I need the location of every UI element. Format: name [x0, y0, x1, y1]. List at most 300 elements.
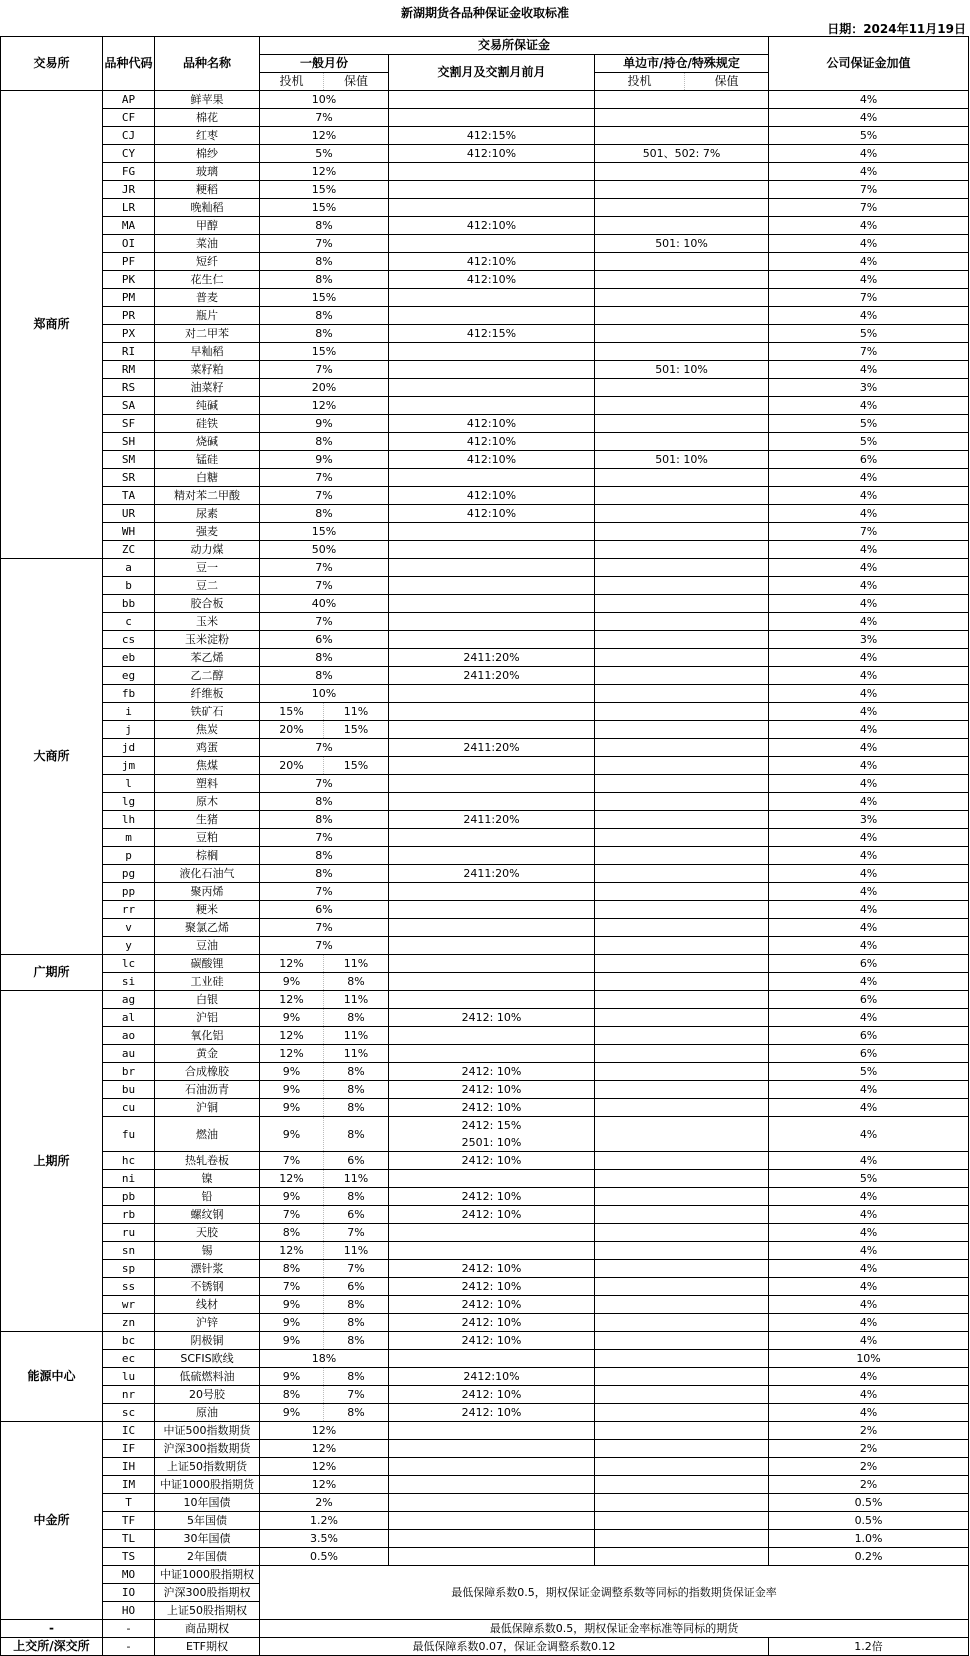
delivery-cell [389, 595, 595, 613]
code-cell: TL [103, 1530, 155, 1548]
code-cell: eb [103, 649, 155, 667]
name-cell: 乙二醇 [155, 667, 260, 685]
table-row [1, 1099, 969, 1117]
delivery-cell [389, 181, 595, 199]
company-add-cell: 5% [769, 415, 969, 433]
table-row [1, 1530, 969, 1548]
delivery-cell [389, 937, 595, 955]
special-cell [595, 181, 769, 199]
special-cell [595, 901, 769, 919]
special-cell [595, 703, 769, 721]
code-cell: IF [103, 1440, 155, 1458]
code-cell: i [103, 703, 155, 721]
code-cell: RS [103, 379, 155, 397]
special-cell [595, 1278, 769, 1296]
table-row [1, 1476, 969, 1494]
general-margin-cell: 7% [260, 361, 389, 379]
spec-margin-cell: 9% [260, 1296, 324, 1314]
general-margin-cell: 7% [260, 559, 389, 577]
special-cell [595, 1386, 769, 1404]
exchange-cell: 上交所/深交所 [1, 1638, 103, 1656]
special-cell [595, 1332, 769, 1350]
delivery-cell: 2412: 10% [389, 1081, 595, 1099]
company-add-cell: 7% [769, 523, 969, 541]
name-cell: 红枣 [155, 127, 260, 145]
table-row [1, 739, 969, 757]
company-add-cell: 4% [769, 649, 969, 667]
general-margin-cell: 8% [260, 811, 389, 829]
company-add-cell: 4% [769, 937, 969, 955]
hedge-margin-cell: 11% [324, 955, 389, 973]
cffex-options-note: 最低保障系数0.5，期权保证金调整系数等同标的指数期货保证金率 [260, 1566, 969, 1620]
name-cell: ETF期权 [155, 1638, 260, 1656]
header-delivery: 交割月及交割月前月 [389, 55, 595, 91]
hedge-margin-cell: 6% [324, 1152, 389, 1170]
hedge-margin-cell: 8% [324, 1368, 389, 1386]
header-spec: 投机 [260, 73, 324, 91]
delivery-cell: 2412: 10% [389, 1260, 595, 1278]
code-cell: SH [103, 433, 155, 451]
table-row [1, 1081, 969, 1099]
special-cell [595, 847, 769, 865]
table-row [1, 1260, 969, 1278]
special-cell [595, 1206, 769, 1224]
general-margin-cell: 12% [260, 1476, 389, 1494]
code-cell: PR [103, 307, 155, 325]
company-add-cell: 7% [769, 199, 969, 217]
company-add-cell: 4% [769, 253, 969, 271]
delivery-cell: 2412: 10% [389, 1314, 595, 1332]
spec-margin-cell: 12% [260, 1027, 324, 1045]
header-exchange-margin: 交易所保证金 [260, 37, 769, 55]
special-cell: 501: 10% [595, 451, 769, 469]
company-add-cell: 4% [769, 757, 969, 775]
code-cell: m [103, 829, 155, 847]
name-cell: 30年国债 [155, 1530, 260, 1548]
table-row [1, 325, 969, 343]
table-row [1, 343, 969, 361]
table-row [1, 1224, 969, 1242]
hedge-margin-cell: 11% [324, 703, 389, 721]
table-body [1, 91, 969, 1656]
name-cell: 铁矿石 [155, 703, 260, 721]
name-cell: 菜油 [155, 235, 260, 253]
table-row [1, 937, 969, 955]
code-cell: RI [103, 343, 155, 361]
code-cell: sc [103, 1404, 155, 1422]
company-add-cell: 4% [769, 469, 969, 487]
code-cell: UR [103, 505, 155, 523]
general-margin-cell: 15% [260, 523, 389, 541]
company-add-cell: 5% [769, 1170, 969, 1188]
name-cell: 铅 [155, 1188, 260, 1206]
table-row [1, 1332, 969, 1350]
company-add-cell: 6% [769, 1027, 969, 1045]
table-row [1, 973, 969, 991]
table-row [1, 847, 969, 865]
table-row [1, 217, 969, 235]
special-cell [595, 217, 769, 235]
code-cell: IH [103, 1458, 155, 1476]
company-add-cell: 4% [769, 577, 969, 595]
special-cell [595, 379, 769, 397]
table-row [1, 1548, 969, 1566]
delivery-cell [389, 559, 595, 577]
delivery-cell [389, 901, 595, 919]
company-add-cell: 4% [769, 271, 969, 289]
code-cell: MO [103, 1566, 155, 1584]
spec-margin-cell: 7% [260, 1278, 324, 1296]
special-cell [595, 397, 769, 415]
general-margin-cell: 12% [260, 1422, 389, 1440]
code-cell: T [103, 1494, 155, 1512]
table-row [1, 613, 969, 631]
general-margin-cell: 6% [260, 901, 389, 919]
general-margin-cell: 15% [260, 343, 389, 361]
general-margin-cell: 18% [260, 1350, 389, 1368]
special-cell [595, 1296, 769, 1314]
table-row [1, 1314, 969, 1332]
general-margin-cell: 12% [260, 1458, 389, 1476]
general-margin-cell: 9% [260, 451, 389, 469]
hedge-margin-cell: 8% [324, 1009, 389, 1027]
special-cell: 501、502: 7% [595, 145, 769, 163]
code-cell: PK [103, 271, 155, 289]
code-cell: PX [103, 325, 155, 343]
name-cell: 菜籽粕 [155, 361, 260, 379]
special-cell [595, 1242, 769, 1260]
delivery-cell [389, 289, 595, 307]
delivery-cell [389, 541, 595, 559]
special-cell [595, 595, 769, 613]
company-add-cell: 4% [769, 1404, 969, 1422]
special-cell [595, 937, 769, 955]
code-cell: ru [103, 1224, 155, 1242]
code-cell: ec [103, 1350, 155, 1368]
name-cell: 硅铁 [155, 415, 260, 433]
delivery-cell [389, 631, 595, 649]
special-cell [595, 775, 769, 793]
table-row [1, 811, 969, 829]
name-cell: 棕榈 [155, 847, 260, 865]
etf-options-note: 最低保障系数0.07，保证金调整系数0.12 [260, 1638, 769, 1656]
code-cell: wr [103, 1296, 155, 1314]
code-cell: b [103, 577, 155, 595]
special-cell [595, 1045, 769, 1063]
table-row [1, 1368, 969, 1386]
hedge-margin-cell: 8% [324, 1099, 389, 1117]
table-row [1, 829, 969, 847]
name-cell: 豆二 [155, 577, 260, 595]
spec-margin-cell: 9% [260, 1117, 324, 1152]
table-row [1, 127, 969, 145]
company-add-cell: 4% [769, 541, 969, 559]
company-add-cell: 4% [769, 739, 969, 757]
general-margin-cell: 7% [260, 109, 389, 127]
company-add-cell: 4% [769, 1224, 969, 1242]
table-row [1, 901, 969, 919]
company-add-cell: 1.2倍 [769, 1638, 969, 1656]
table-row [1, 1009, 969, 1027]
name-cell: 玉米 [155, 613, 260, 631]
name-cell: 花生仁 [155, 271, 260, 289]
delivery-cell: 2412: 10% [389, 1404, 595, 1422]
table-row [1, 721, 969, 739]
general-margin-cell: 15% [260, 289, 389, 307]
special-cell [595, 973, 769, 991]
special-cell [595, 1117, 769, 1152]
hedge-margin-cell: 11% [324, 1170, 389, 1188]
general-margin-cell: 5% [260, 145, 389, 163]
hedge-margin-cell: 8% [324, 1188, 389, 1206]
general-margin-cell: 10% [260, 685, 389, 703]
code-cell: AP [103, 91, 155, 109]
delivery-cell [389, 577, 595, 595]
special-cell: 501: 10% [595, 361, 769, 379]
spec-margin-cell: 12% [260, 1242, 324, 1260]
delivery-cell [389, 199, 595, 217]
hedge-margin-cell: 15% [324, 721, 389, 739]
table-row [1, 577, 969, 595]
delivery-cell: 412:10% [389, 415, 595, 433]
name-cell: 白糖 [155, 469, 260, 487]
table-row [1, 163, 969, 181]
general-margin-cell: 12% [260, 397, 389, 415]
code-cell: au [103, 1045, 155, 1063]
company-add-cell: 4% [769, 145, 969, 163]
special-cell [595, 1260, 769, 1278]
delivery-line: 2501: 10% [461, 1136, 522, 1149]
table-row [1, 955, 969, 973]
general-margin-cell: 7% [260, 919, 389, 937]
company-add-cell: 2% [769, 1458, 969, 1476]
name-cell: 豆油 [155, 937, 260, 955]
code-cell: IO [103, 1584, 155, 1602]
name-cell: 沪铜 [155, 1099, 260, 1117]
code-cell: SR [103, 469, 155, 487]
table-row [1, 1350, 969, 1368]
company-add-cell: 0.5% [769, 1512, 969, 1530]
company-add-cell: 4% [769, 487, 969, 505]
code-cell: OI [103, 235, 155, 253]
delivery-cell [389, 1224, 595, 1242]
name-cell: 工业硅 [155, 973, 260, 991]
name-cell: 阴极铜 [155, 1332, 260, 1350]
delivery-cell [389, 1242, 595, 1260]
special-cell [595, 667, 769, 685]
delivery-cell: 2412: 10% [389, 1063, 595, 1081]
general-margin-cell: 1.2% [260, 1512, 389, 1530]
code-cell: lg [103, 793, 155, 811]
table-row [1, 559, 969, 577]
table-row [1, 541, 969, 559]
special-cell [595, 559, 769, 577]
table-row [1, 883, 969, 901]
delivery-cell [389, 1548, 595, 1566]
name-cell: 精对苯二甲酸 [155, 487, 260, 505]
general-margin-cell: 10% [260, 91, 389, 109]
delivery-cell: 2412: 10% [389, 1206, 595, 1224]
spec-margin-cell: 9% [260, 973, 324, 991]
table-row [1, 1296, 969, 1314]
table-row [1, 145, 969, 163]
company-add-cell: 4% [769, 307, 969, 325]
report-date: 日期：2024年11月19日 [827, 22, 966, 36]
special-cell [595, 271, 769, 289]
name-cell: 油菜籽 [155, 379, 260, 397]
special-cell [595, 1224, 769, 1242]
spec-margin-cell: 9% [260, 1332, 324, 1350]
company-add-cell: 3% [769, 631, 969, 649]
company-add-cell: 0.5% [769, 1494, 969, 1512]
code-cell: bb [103, 595, 155, 613]
delivery-cell [389, 163, 595, 181]
general-margin-cell: 12% [260, 127, 389, 145]
code-cell: p [103, 847, 155, 865]
code-cell: pg [103, 865, 155, 883]
table-row [1, 433, 969, 451]
delivery-cell [389, 1440, 595, 1458]
code-cell: sn [103, 1242, 155, 1260]
special-cell [595, 1081, 769, 1099]
delivery-cell: 2412: 10% [389, 1386, 595, 1404]
special-cell [595, 469, 769, 487]
company-add-cell: 4% [769, 505, 969, 523]
name-cell: 漂针浆 [155, 1260, 260, 1278]
table-row [1, 649, 969, 667]
company-add-cell: 4% [769, 667, 969, 685]
table-row [1, 1458, 969, 1476]
general-margin-cell: 7% [260, 739, 389, 757]
general-margin-cell: 7% [260, 487, 389, 505]
hedge-margin-cell: 8% [324, 1063, 389, 1081]
delivery-cell: 2412: 10% [389, 1152, 595, 1170]
company-add-cell: 6% [769, 451, 969, 469]
exchange-cell: - [1, 1620, 103, 1638]
company-add-cell: 4% [769, 613, 969, 631]
delivery-cell [389, 361, 595, 379]
hedge-margin-cell: 8% [324, 1296, 389, 1314]
special-cell [595, 883, 769, 901]
name-cell: 锰硅 [155, 451, 260, 469]
general-margin-cell: 7% [260, 469, 389, 487]
name-cell: 鸡蛋 [155, 739, 260, 757]
name-cell: 玻璃 [155, 163, 260, 181]
general-margin-cell: 8% [260, 847, 389, 865]
delivery-cell [389, 919, 595, 937]
delivery-cell [389, 235, 595, 253]
general-margin-cell: 2% [260, 1494, 389, 1512]
spec-margin-cell: 9% [260, 1063, 324, 1081]
delivery-cell [389, 883, 595, 901]
delivery-cell [389, 703, 595, 721]
special-cell [595, 1009, 769, 1027]
code-cell: nr [103, 1386, 155, 1404]
special-cell [595, 325, 769, 343]
company-add-cell: 10% [769, 1350, 969, 1368]
name-cell: 不锈钢 [155, 1278, 260, 1296]
delivery-cell: 412:10% [389, 451, 595, 469]
delivery-cell: 2411:20% [389, 649, 595, 667]
general-margin-cell: 3.5% [260, 1530, 389, 1548]
name-cell: 鲜苹果 [155, 91, 260, 109]
hedge-margin-cell: 11% [324, 1242, 389, 1260]
special-cell [595, 433, 769, 451]
spec-margin-cell: 20% [260, 721, 324, 739]
company-add-cell: 2% [769, 1476, 969, 1494]
general-margin-cell: 7% [260, 829, 389, 847]
spec-margin-cell: 9% [260, 1314, 324, 1332]
name-cell: 中证1000股指期货 [155, 1476, 260, 1494]
delivery-cell: 2412: 10% [389, 1296, 595, 1314]
special-cell [595, 1458, 769, 1476]
code-cell: j [103, 721, 155, 739]
delivery-cell: 2412: 10% [389, 1188, 595, 1206]
hedge-margin-cell: 7% [324, 1386, 389, 1404]
name-cell: 沪锌 [155, 1314, 260, 1332]
exchange-cell: 郑商所 [1, 91, 103, 559]
code-cell: PM [103, 289, 155, 307]
delivery-cell: 2411:20% [389, 739, 595, 757]
name-cell: 液化石油气 [155, 865, 260, 883]
special-cell [595, 199, 769, 217]
delivery-cell [389, 757, 595, 775]
delivery-cell: 412:10% [389, 145, 595, 163]
margin-table [0, 36, 969, 1656]
general-margin-cell: 8% [260, 325, 389, 343]
code-cell: TA [103, 487, 155, 505]
hedge-margin-cell: 11% [324, 1027, 389, 1045]
spec-margin-cell: 12% [260, 1045, 324, 1063]
delivery-cell [389, 343, 595, 361]
special-cell [595, 919, 769, 937]
company-add-cell: 4% [769, 559, 969, 577]
spec-margin-cell: 15% [260, 703, 324, 721]
company-add-cell: 5% [769, 433, 969, 451]
general-margin-cell: 8% [260, 505, 389, 523]
code-cell: bc [103, 1332, 155, 1350]
delivery-cell: 2412: 10% [389, 1099, 595, 1117]
hedge-margin-cell: 7% [324, 1224, 389, 1242]
table-row [1, 253, 969, 271]
special-cell [595, 253, 769, 271]
company-add-cell: 4% [769, 1332, 969, 1350]
table-row [1, 181, 969, 199]
general-margin-cell: 8% [260, 793, 389, 811]
delivery-cell: 2412: 10% [389, 1278, 595, 1296]
name-cell: 晚籼稻 [155, 199, 260, 217]
code-cell: SA [103, 397, 155, 415]
code-cell: rb [103, 1206, 155, 1224]
delivery-cell: 412:15% [389, 325, 595, 343]
special-cell [595, 1350, 769, 1368]
special-cell [595, 1152, 769, 1170]
table-row [1, 919, 969, 937]
header-special: 单边市/持仓/特殊规定 [595, 55, 769, 73]
name-cell: 苯乙烯 [155, 649, 260, 667]
company-add-cell: 4% [769, 1081, 969, 1099]
special-cell [595, 793, 769, 811]
table-row [1, 685, 969, 703]
company-add-cell: 4% [769, 163, 969, 181]
hedge-margin-cell: 8% [324, 973, 389, 991]
code-cell: hc [103, 1152, 155, 1170]
name-cell: 强麦 [155, 523, 260, 541]
general-margin-cell: 8% [260, 649, 389, 667]
code-cell: eg [103, 667, 155, 685]
spec-margin-cell: 7% [260, 1152, 324, 1170]
general-margin-cell: 8% [260, 217, 389, 235]
